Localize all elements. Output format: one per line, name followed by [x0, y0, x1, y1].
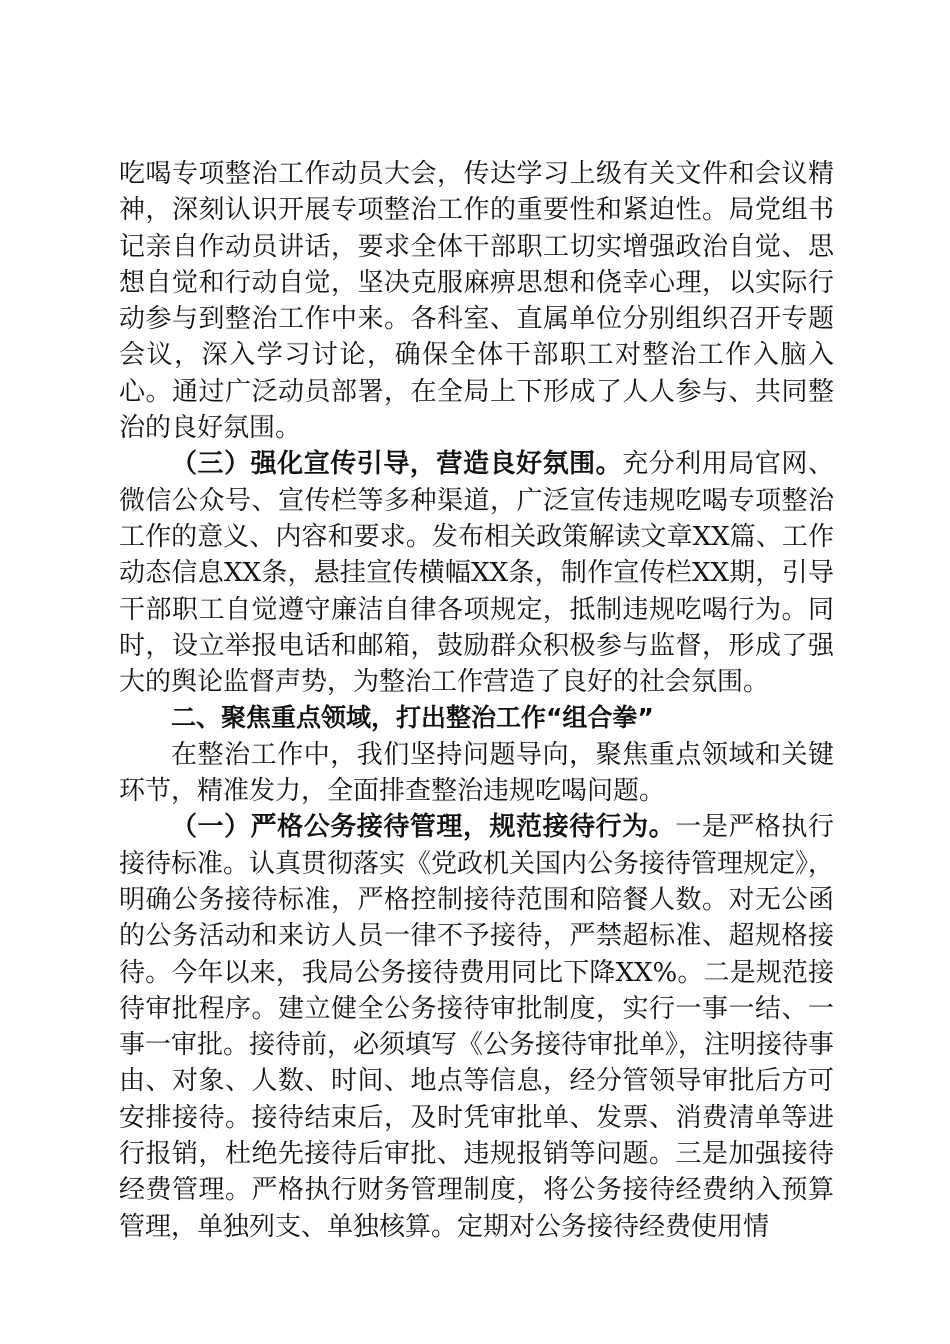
paragraph-publicity-lead: （三）强化宣传引导，营造良好氛围。	[171, 449, 623, 480]
document-body	[119, 156, 834, 1245]
paragraph-problem-orientation: 在整治工作中，我们坚持问题导向，聚焦重点领域和关键环节，精准发力，全面排查整治违规吃喝问题。	[119, 739, 834, 807]
paragraph-mobilization: 吃喝专项整治工作动员大会，传达学习上级有关文件和会议精神，深刻认识开展专项整治工作的重要性和紧迫性。局党组书记亲自作动员讲话，要求全体干部职工切实增强政治自觉、思想自觉和行动自觉，坚决克服麻痹思想和侥幸心理，以实际行动参与到整治工作中来。各科室、直属单位分别组织召开专题会议，深入学习讨论，确保全体干部职工对整治工作入脑入心。通过广泛动员部署，在全局上下形成了人人参与、共同整治的良好氛围。	[119, 159, 834, 444]
paragraph-reception-management	[119, 809, 834, 1245]
paragraph-publicity	[119, 446, 834, 700]
section-heading-2: 二、聚焦重点领域，打出整治工作“组合拳”	[171, 703, 654, 733]
paragraph-publicity-body: 充分利用局官网、微信公众号、宣传栏等多种渠道，广泛宣传违规吃喝专项整治工作的意义、内容和要求。发布相关政策解读文章XX篇、工作动态信息XX条，悬挂宣传横幅XX条，制作宣传栏XX期，引导干部职工自觉遵守廉洁自律各项规定，抵制违规吃喝行为。同时，设立举报电话和邮箱，鼓励群众积极参与监督，形成了强大的舆论监督声势，为整治工作营造了良好的社会氛围。	[119, 449, 834, 698]
paragraph-reception-body: 一是严格执行接待标准。认真贯彻落实《党政机关国内公务接待管理规定》，明确公务接待标准，严格控制接待范围和陪餐人数。对无公函的公务活动和来访人员一律不予接待，严禁超标准、超规格接待。今年以来，我局公务接待费用同比下降XX%。二是规范接待审批程序。建立健全公务接待审批制度，实行一事一结、一事一审批。接待前，必须填写《公务接待审批单》，注明接待事由、对象、人数、时间、地点等信息，经分管领导审批后方可安排接待。接待结束后，及时凭审批单、发票、消费清单等进行报销，杜绝先接待后审批、违规报销等问题。三是加强接待经费管理。严格执行财务管理制度，将公务接待经费纳入预算管理，单独列支、单独核算。定期对公务接待经费使用情	[119, 812, 835, 1242]
paragraph-reception-lead: （一）严格公务接待管理，规范接待行为。	[171, 812, 676, 843]
